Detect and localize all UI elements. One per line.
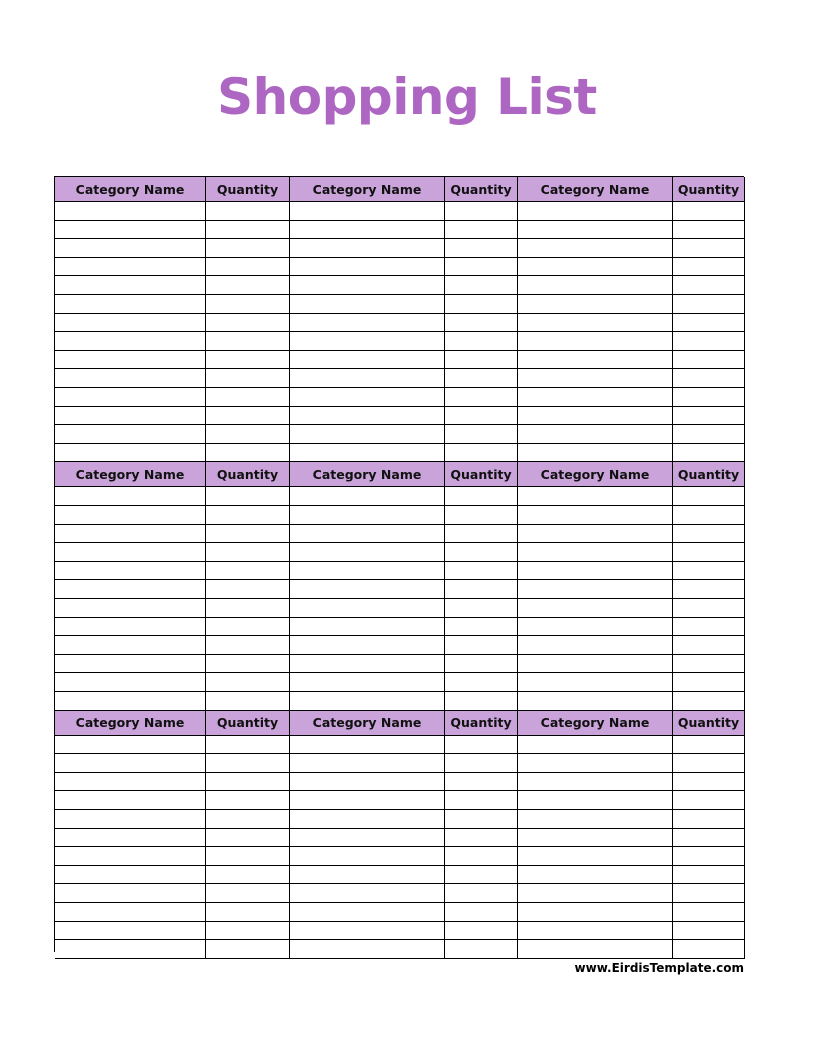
category-name-cell[interactable] — [290, 618, 445, 637]
category-name-cell[interactable] — [518, 351, 673, 370]
list-row — [55, 487, 745, 506]
quantity-cell[interactable] — [673, 202, 745, 221]
list-row — [55, 692, 745, 711]
category-name-cell[interactable] — [290, 903, 445, 922]
category-name-cell[interactable] — [55, 922, 206, 941]
category-name-cell[interactable] — [518, 580, 673, 599]
category-name-cell[interactable] — [290, 543, 445, 562]
category-name-cell[interactable] — [518, 866, 673, 885]
quantity-cell[interactable] — [445, 791, 518, 810]
quantity-cell[interactable] — [673, 599, 745, 618]
quantity-cell[interactable] — [673, 636, 745, 655]
list-row — [55, 636, 745, 655]
category-name-cell[interactable] — [290, 580, 445, 599]
quantity-cell[interactable] — [445, 295, 518, 314]
quantity-cell[interactable] — [673, 295, 745, 314]
quantity-cell[interactable] — [206, 866, 290, 885]
category-name-cell[interactable] — [55, 692, 206, 711]
list-row — [55, 673, 745, 692]
quantity-cell[interactable] — [206, 295, 290, 314]
category-name-cell[interactable] — [55, 369, 206, 388]
quantity-cell[interactable] — [445, 847, 518, 866]
quantity-cell[interactable] — [445, 425, 518, 444]
quantity-cell[interactable] — [206, 940, 290, 959]
list-row — [55, 655, 745, 674]
quantity-cell[interactable] — [206, 239, 290, 258]
quantity-cell[interactable] — [445, 618, 518, 637]
category-name-cell[interactable] — [518, 673, 673, 692]
category-name-cell[interactable] — [290, 829, 445, 848]
quantity-cell[interactable] — [445, 866, 518, 885]
quantity-cell[interactable] — [673, 847, 745, 866]
category-name-cell[interactable] — [518, 388, 673, 407]
category-name-cell[interactable] — [518, 258, 673, 277]
category-name-cell[interactable] — [518, 562, 673, 581]
list-row — [55, 922, 745, 941]
quantity-cell[interactable] — [673, 543, 745, 562]
list-row — [55, 903, 745, 922]
category-name-cell[interactable] — [290, 525, 445, 544]
category-name-cell[interactable] — [55, 599, 206, 618]
category-name-header: Category Name — [55, 462, 206, 487]
list-row — [55, 599, 745, 618]
quantity-cell[interactable] — [206, 847, 290, 866]
category-name-cell[interactable] — [290, 425, 445, 444]
category-name-cell[interactable] — [518, 736, 673, 755]
list-row — [55, 829, 745, 848]
quantity-cell[interactable] — [206, 202, 290, 221]
quantity-cell[interactable] — [673, 506, 745, 525]
category-name-cell[interactable] — [518, 940, 673, 959]
quantity-cell[interactable] — [206, 810, 290, 829]
category-name-cell[interactable] — [290, 562, 445, 581]
quantity-cell[interactable] — [673, 351, 745, 370]
quantity-cell[interactable] — [673, 314, 745, 333]
quantity-cell[interactable] — [673, 922, 745, 941]
list-row — [55, 506, 745, 525]
list-row — [55, 221, 745, 240]
quantity-cell[interactable] — [445, 202, 518, 221]
quantity-cell[interactable] — [445, 314, 518, 333]
list-row — [55, 940, 745, 959]
category-name-cell[interactable] — [55, 618, 206, 637]
header-row — [55, 462, 745, 487]
list-row — [55, 276, 745, 295]
list-row — [55, 258, 745, 277]
category-name-header: Category Name — [290, 711, 445, 736]
list-row — [55, 202, 745, 221]
quantity-cell[interactable] — [445, 239, 518, 258]
category-name-cell[interactable] — [290, 276, 445, 295]
quantity-cell[interactable] — [206, 407, 290, 426]
quantity-cell[interactable] — [673, 940, 745, 959]
category-name-cell[interactable] — [290, 314, 445, 333]
quantity-cell[interactable] — [673, 276, 745, 295]
quantity-cell[interactable] — [445, 388, 518, 407]
category-name-header: Category Name — [55, 177, 206, 202]
category-name-cell[interactable] — [290, 332, 445, 351]
category-name-cell[interactable] — [518, 773, 673, 792]
quantity-cell[interactable] — [673, 388, 745, 407]
category-name-cell[interactable] — [518, 829, 673, 848]
category-name-cell[interactable] — [55, 276, 206, 295]
category-name-cell[interactable] — [518, 754, 673, 773]
quantity-cell[interactable] — [206, 736, 290, 755]
category-name-cell[interactable] — [55, 525, 206, 544]
category-name-cell[interactable] — [55, 407, 206, 426]
quantity-cell[interactable] — [673, 239, 745, 258]
shopping-list-grid — [54, 176, 744, 952]
quantity-cell[interactable] — [445, 444, 518, 463]
category-name-cell[interactable] — [518, 295, 673, 314]
category-name-cell[interactable] — [55, 295, 206, 314]
quantity-cell[interactable] — [673, 754, 745, 773]
category-name-cell[interactable] — [55, 239, 206, 258]
category-name-cell[interactable] — [518, 239, 673, 258]
quantity-cell[interactable] — [445, 754, 518, 773]
category-name-cell[interactable] — [290, 791, 445, 810]
category-name-cell[interactable] — [55, 636, 206, 655]
category-name-cell[interactable] — [290, 754, 445, 773]
quantity-header: Quantity — [445, 462, 518, 487]
quantity-cell[interactable] — [206, 829, 290, 848]
category-name-cell[interactable] — [55, 884, 206, 903]
quantity-cell[interactable] — [206, 618, 290, 637]
quantity-cell[interactable] — [445, 773, 518, 792]
category-name-cell[interactable] — [55, 829, 206, 848]
list-row — [55, 239, 745, 258]
category-name-cell[interactable] — [290, 202, 445, 221]
category-name-cell[interactable] — [290, 655, 445, 674]
category-name-cell[interactable] — [55, 940, 206, 959]
quantity-header: Quantity — [445, 177, 518, 202]
category-name-cell[interactable] — [518, 655, 673, 674]
category-name-cell[interactable] — [290, 884, 445, 903]
category-name-cell[interactable] — [518, 636, 673, 655]
category-name-cell[interactable] — [55, 655, 206, 674]
quantity-cell[interactable] — [673, 866, 745, 885]
category-name-cell[interactable] — [518, 506, 673, 525]
category-name-cell[interactable] — [290, 487, 445, 506]
category-name-cell[interactable] — [55, 580, 206, 599]
quantity-cell[interactable] — [673, 258, 745, 277]
page-title: Shopping List — [217, 68, 597, 126]
category-name-cell[interactable] — [518, 922, 673, 941]
category-name-cell[interactable] — [290, 673, 445, 692]
quantity-cell[interactable] — [673, 903, 745, 922]
quantity-cell[interactable] — [445, 332, 518, 351]
quantity-header: Quantity — [206, 177, 290, 202]
quantity-cell[interactable] — [673, 884, 745, 903]
category-name-cell[interactable] — [290, 599, 445, 618]
category-name-header: Category Name — [290, 462, 445, 487]
category-name-cell[interactable] — [518, 314, 673, 333]
quantity-cell[interactable] — [673, 221, 745, 240]
quantity-cell[interactable] — [206, 425, 290, 444]
category-name-cell[interactable] — [290, 295, 445, 314]
quantity-cell[interactable] — [673, 829, 745, 848]
quantity-cell[interactable] — [673, 444, 745, 463]
quantity-cell[interactable] — [445, 351, 518, 370]
category-name-header: Category Name — [518, 177, 673, 202]
category-name-cell[interactable] — [518, 425, 673, 444]
quantity-header: Quantity — [673, 711, 745, 736]
list-row — [55, 580, 745, 599]
category-name-cell[interactable] — [55, 314, 206, 333]
quantity-cell[interactable] — [445, 922, 518, 941]
category-name-cell[interactable] — [290, 922, 445, 941]
quantity-cell[interactable] — [206, 599, 290, 618]
category-name-cell[interactable] — [55, 487, 206, 506]
quantity-header: Quantity — [673, 177, 745, 202]
list-row — [55, 388, 745, 407]
quantity-cell[interactable] — [445, 884, 518, 903]
list-row — [55, 444, 745, 463]
quantity-cell[interactable] — [673, 791, 745, 810]
list-row — [55, 314, 745, 333]
quantity-cell[interactable] — [445, 276, 518, 295]
list-row — [55, 425, 745, 444]
quantity-cell[interactable] — [206, 692, 290, 711]
quantity-cell[interactable] — [206, 388, 290, 407]
category-name-cell[interactable] — [55, 202, 206, 221]
quantity-cell[interactable] — [206, 673, 290, 692]
quantity-header: Quantity — [445, 711, 518, 736]
category-name-cell[interactable] — [290, 258, 445, 277]
quantity-cell[interactable] — [445, 525, 518, 544]
category-name-cell[interactable] — [55, 444, 206, 463]
list-row — [55, 773, 745, 792]
category-name-cell[interactable] — [518, 791, 673, 810]
quantity-cell[interactable] — [673, 487, 745, 506]
list-row — [55, 618, 745, 637]
quantity-cell[interactable] — [673, 407, 745, 426]
category-name-cell[interactable] — [518, 407, 673, 426]
quantity-cell[interactable] — [445, 369, 518, 388]
quantity-cell[interactable] — [206, 351, 290, 370]
quantity-cell[interactable] — [445, 655, 518, 674]
quantity-cell[interactable] — [206, 276, 290, 295]
quantity-cell[interactable] — [445, 543, 518, 562]
list-row — [55, 810, 745, 829]
quantity-cell[interactable] — [445, 562, 518, 581]
category-name-cell[interactable] — [55, 736, 206, 755]
quantity-cell[interactable] — [206, 525, 290, 544]
category-name-cell[interactable] — [55, 332, 206, 351]
quantity-cell[interactable] — [206, 655, 290, 674]
quantity-cell[interactable] — [445, 940, 518, 959]
quantity-cell[interactable] — [673, 562, 745, 581]
category-name-cell[interactable] — [290, 692, 445, 711]
quantity-header: Quantity — [206, 462, 290, 487]
list-row — [55, 369, 745, 388]
category-name-cell[interactable] — [518, 543, 673, 562]
category-name-cell[interactable] — [518, 810, 673, 829]
category-name-cell[interactable] — [55, 791, 206, 810]
quantity-cell[interactable] — [445, 599, 518, 618]
quantity-cell[interactable] — [206, 506, 290, 525]
category-name-cell[interactable] — [290, 221, 445, 240]
quantity-cell[interactable] — [206, 332, 290, 351]
category-name-cell[interactable] — [290, 636, 445, 655]
category-name-cell[interactable] — [518, 599, 673, 618]
category-name-cell[interactable] — [518, 903, 673, 922]
category-name-cell[interactable] — [290, 369, 445, 388]
header-row — [55, 177, 745, 202]
category-name-cell[interactable] — [518, 332, 673, 351]
list-row — [55, 562, 745, 581]
category-name-cell[interactable] — [518, 618, 673, 637]
list-row — [55, 543, 745, 562]
quantity-cell[interactable] — [206, 487, 290, 506]
category-name-cell[interactable] — [55, 221, 206, 240]
category-name-cell[interactable] — [290, 239, 445, 258]
category-name-cell[interactable] — [55, 773, 206, 792]
quantity-cell[interactable] — [673, 369, 745, 388]
quantity-cell[interactable] — [206, 562, 290, 581]
quantity-cell[interactable] — [673, 673, 745, 692]
category-name-cell[interactable] — [518, 202, 673, 221]
quantity-cell[interactable] — [206, 773, 290, 792]
quantity-cell[interactable] — [445, 636, 518, 655]
quantity-cell[interactable] — [206, 543, 290, 562]
category-name-cell[interactable] — [55, 562, 206, 581]
category-name-cell[interactable] — [290, 444, 445, 463]
category-name-cell[interactable] — [290, 506, 445, 525]
quantity-cell[interactable] — [673, 810, 745, 829]
category-name-cell[interactable] — [290, 773, 445, 792]
quantity-cell[interactable] — [673, 655, 745, 674]
list-row — [55, 847, 745, 866]
quantity-cell[interactable] — [673, 618, 745, 637]
quantity-cell[interactable] — [673, 692, 745, 711]
quantity-cell[interactable] — [206, 922, 290, 941]
quantity-header: Quantity — [206, 711, 290, 736]
category-name-cell[interactable] — [290, 736, 445, 755]
quantity-cell[interactable] — [445, 506, 518, 525]
category-name-cell[interactable] — [290, 847, 445, 866]
quantity-cell[interactable] — [673, 525, 745, 544]
quantity-cell[interactable] — [206, 580, 290, 599]
quantity-cell[interactable] — [673, 773, 745, 792]
category-name-cell[interactable] — [518, 692, 673, 711]
category-name-cell[interactable] — [55, 506, 206, 525]
quantity-cell[interactable] — [206, 444, 290, 463]
category-name-cell[interactable] — [290, 351, 445, 370]
category-name-cell[interactable] — [518, 369, 673, 388]
category-name-cell[interactable] — [518, 884, 673, 903]
category-name-cell[interactable] — [290, 810, 445, 829]
category-name-cell[interactable] — [55, 754, 206, 773]
header-row — [55, 711, 745, 736]
category-name-cell[interactable] — [55, 866, 206, 885]
quantity-cell[interactable] — [206, 791, 290, 810]
quantity-cell[interactable] — [673, 580, 745, 599]
category-name-cell[interactable] — [518, 525, 673, 544]
category-name-cell[interactable] — [55, 258, 206, 277]
list-row — [55, 866, 745, 885]
quantity-header: Quantity — [673, 462, 745, 487]
category-name-cell[interactable] — [290, 866, 445, 885]
quantity-cell[interactable] — [673, 332, 745, 351]
category-name-cell[interactable] — [290, 940, 445, 959]
list-row — [55, 407, 745, 426]
quantity-cell[interactable] — [206, 754, 290, 773]
category-name-header: Category Name — [290, 177, 445, 202]
list-row — [55, 525, 745, 544]
quantity-cell[interactable] — [206, 221, 290, 240]
quantity-cell[interactable] — [206, 884, 290, 903]
list-row — [55, 295, 745, 314]
quantity-cell[interactable] — [206, 314, 290, 333]
list-row — [55, 884, 745, 903]
category-name-cell[interactable] — [518, 847, 673, 866]
category-name-cell[interactable] — [55, 673, 206, 692]
quantity-cell[interactable] — [445, 407, 518, 426]
quantity-cell[interactable] — [445, 829, 518, 848]
quantity-cell[interactable] — [206, 258, 290, 277]
quantity-cell[interactable] — [445, 221, 518, 240]
quantity-cell[interactable] — [445, 580, 518, 599]
category-name-cell[interactable] — [518, 487, 673, 506]
category-name-cell[interactable] — [290, 388, 445, 407]
category-name-header: Category Name — [55, 711, 206, 736]
quantity-cell[interactable] — [206, 903, 290, 922]
category-name-header: Category Name — [518, 462, 673, 487]
category-name-cell[interactable] — [518, 221, 673, 240]
list-row — [55, 791, 745, 810]
category-name-header: Category Name — [518, 711, 673, 736]
quantity-cell[interactable] — [206, 369, 290, 388]
list-row — [55, 754, 745, 773]
category-name-cell[interactable] — [55, 847, 206, 866]
quantity-cell[interactable] — [445, 903, 518, 922]
category-name-cell[interactable] — [55, 388, 206, 407]
category-name-cell[interactable] — [55, 425, 206, 444]
list-row — [55, 736, 745, 755]
quantity-cell[interactable] — [673, 736, 745, 755]
category-name-cell[interactable] — [55, 810, 206, 829]
category-name-cell[interactable] — [290, 407, 445, 426]
quantity-cell[interactable] — [445, 258, 518, 277]
list-row — [55, 351, 745, 370]
category-name-cell[interactable] — [518, 276, 673, 295]
category-name-cell[interactable] — [55, 543, 206, 562]
category-name-cell[interactable] — [518, 444, 673, 463]
quantity-cell[interactable] — [445, 692, 518, 711]
category-name-cell[interactable] — [55, 351, 206, 370]
quantity-cell[interactable] — [673, 425, 745, 444]
quantity-cell[interactable] — [445, 487, 518, 506]
website-footer: www.EirdisTemplate.com — [574, 961, 744, 975]
quantity-cell[interactable] — [445, 736, 518, 755]
list-row — [55, 332, 745, 351]
quantity-cell[interactable] — [445, 673, 518, 692]
category-name-cell[interactable] — [55, 903, 206, 922]
quantity-cell[interactable] — [445, 810, 518, 829]
quantity-cell[interactable] — [206, 636, 290, 655]
